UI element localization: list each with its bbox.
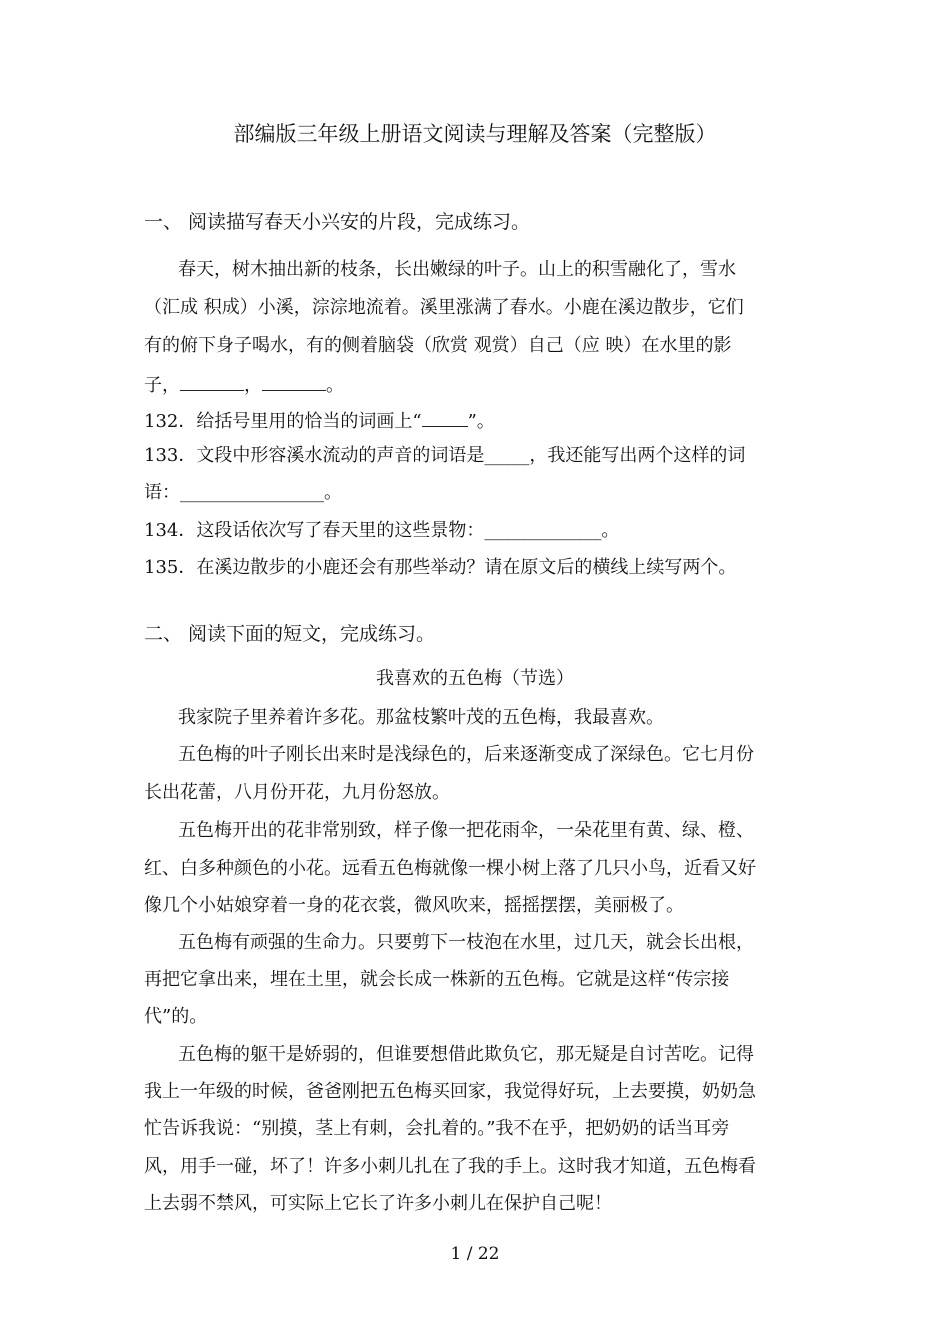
question-135: 135．在溪边散步的小鹿还会有那些举动？请在原文后的横线上续写两个。 — [144, 557, 737, 578]
passage-line: 长出花蕾，八月份开花，九月份怒放。 — [144, 782, 450, 803]
document-title: 部编版三年级上册语文阅读与理解及答案（完整版） — [233, 122, 717, 146]
question-text: ”。 — [467, 411, 495, 432]
passage-line: 上去弱不禁风，可实际上它长了许多小刺儿在保护自己呢！ — [144, 1193, 612, 1214]
page-number: 1 / 22 — [450, 1244, 500, 1264]
passage-line: 五色梅的叶子刚长出来时是浅绿色的，后来逐渐变成了深绿色。它七月份 — [178, 744, 754, 765]
question-133-continued: 语：________________。 — [144, 482, 342, 503]
question-134: 134．这段话依次写了春天里的这些景物：_____________。 — [144, 520, 620, 541]
answer-blank — [180, 372, 244, 391]
passage-line: 五色梅的躯干是娇弱的，但谁要想借此欺负它，那无疑是自讨苦吃。记得 — [178, 1044, 754, 1065]
passage-text: ， — [244, 375, 262, 396]
passage-text: 。 — [326, 375, 344, 396]
section-2-heading: 二、 阅读下面的短文，完成练习。 — [144, 623, 436, 645]
passage-line: 红、白多种颜色的小花。远看五色梅就像一棵小树上落了几只小鸟，近看又好 — [144, 858, 756, 879]
question-133: 133．文段中形容溪水流动的声音的词语是_____，我还能写出两个这样的词 — [144, 445, 746, 466]
passage-line: （汇成 积成）小溪，淙淙地流着。溪里涨满了春水。小鹿在溪边散步，它们 — [144, 297, 744, 318]
passage-line: 五色梅开出的花非常别致，样子像一把花雨伞，一朵花里有黄、绿、橙、 — [178, 820, 754, 841]
passage-line: 我上一年级的时候，爸爸刚把五色梅买回家，我觉得好玩，上去要摸，奶奶急 — [144, 1081, 756, 1102]
passage-line: 像几个小姑娘穿着一身的花衣裳，微风吹来，摇摇摆摆，美丽极了。 — [144, 895, 684, 916]
answer-blank — [262, 372, 326, 391]
passage-line: 风，用手一碰，坏了！许多小刺儿扎在了我的手上。这时我才知道，五色梅看 — [144, 1156, 756, 1177]
question-132 — [144, 408, 495, 434]
passage-line: 再把它拿出来，埋在土里，就会长成一株新的五色梅。它就是这样“传宗接 — [144, 969, 730, 990]
passage-text: 子， — [144, 375, 180, 396]
passage-line: 春天，树木抽出新的枝条，长出嫩绿的叶子。山上的积雪融化了，雪水 — [178, 259, 736, 280]
passage-line: 有的俯下身子喝水，有的侧着脑袋（欣赏 观赏）自己（应 映）在水里的影 — [144, 335, 732, 356]
passage-line: 五色梅有顽强的生命力。只要剪下一枝泡在水里，过几天，就会长出根， — [178, 932, 754, 953]
passage-title: 我喜欢的五色梅（节选） — [376, 668, 574, 689]
passage-line: 忙告诉我说：“别摸，茎上有刺，会扎着的。”我不在乎，把奶奶的话当耳旁 — [144, 1118, 730, 1139]
answer-blank — [422, 408, 468, 427]
passage-line-with-blanks — [144, 372, 344, 398]
passage-line: 我家院子里养着许多花。那盆枝繁叶茂的五色梅，我最喜欢。 — [178, 707, 664, 728]
passage-line: 代”的。 — [144, 1006, 208, 1027]
section-1-heading: 一、 阅读描写春天小兴安的片段，完成练习。 — [144, 211, 531, 233]
question-text: 132．给括号里用的恰当的词画上“ — [144, 411, 422, 432]
